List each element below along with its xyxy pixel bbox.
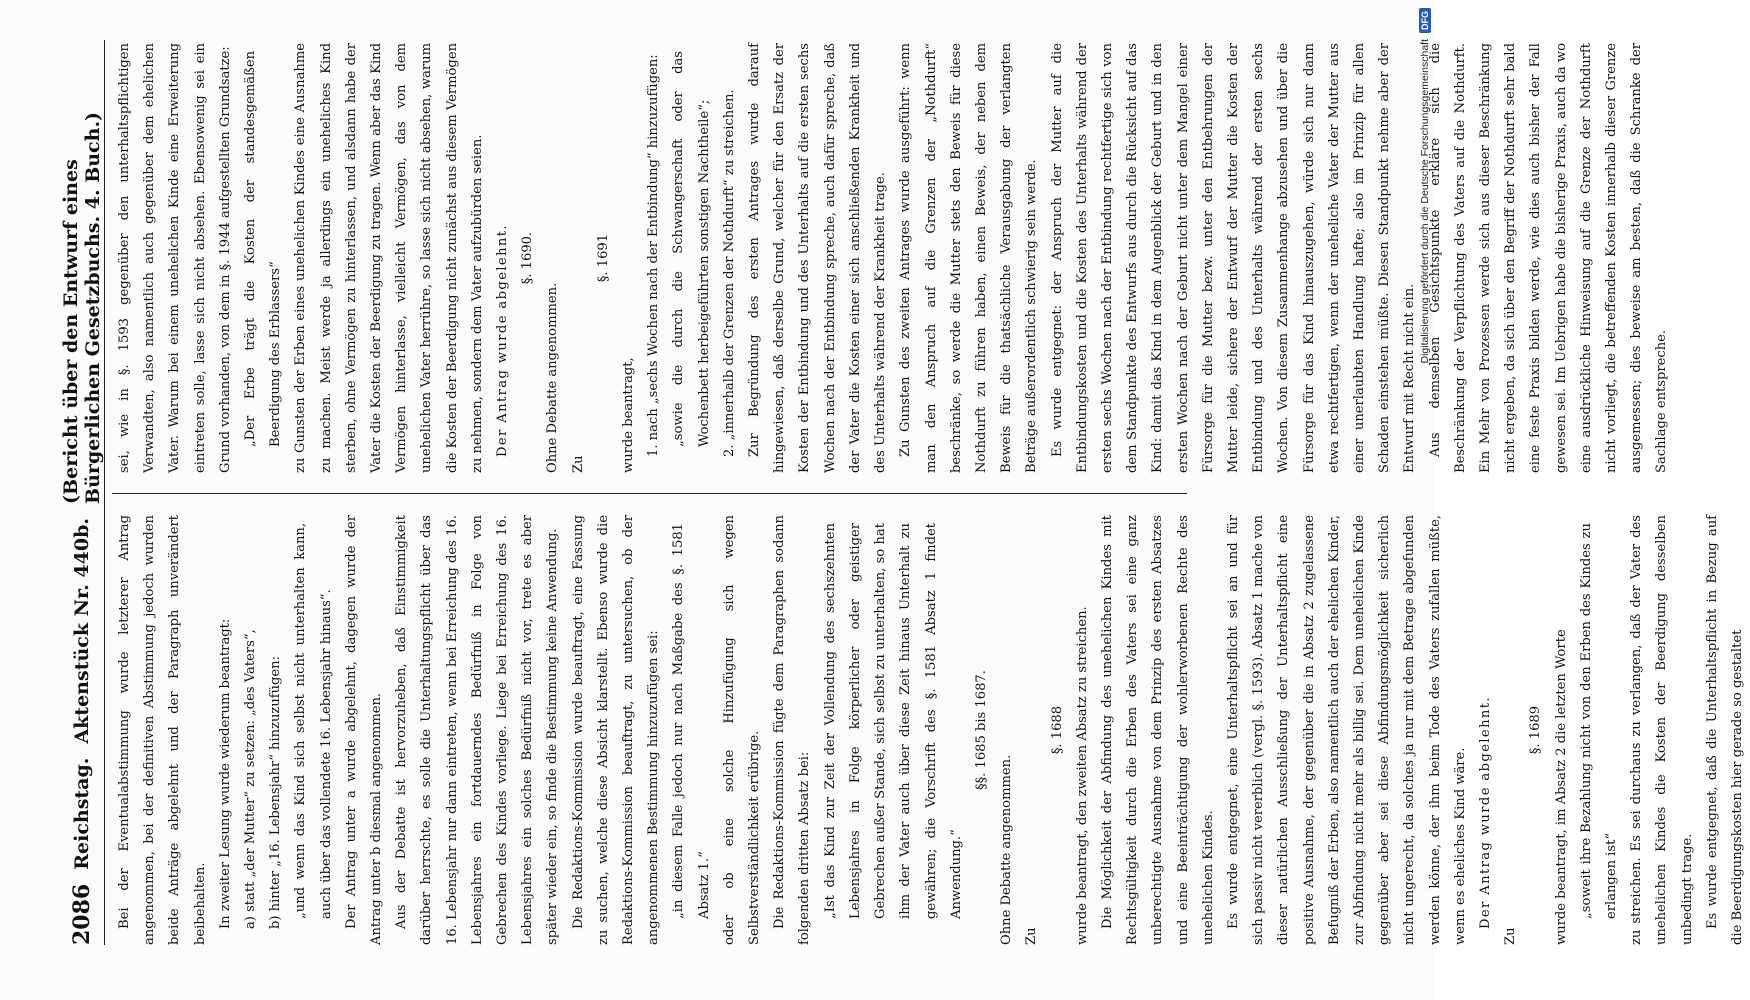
quotation: „Ist das Kind zur Zeit der Vollendung des sechszehnten Lebensjahres in Folge körperlicher oder geistiger Gebrechen außer Stande, sich selbst zu unterhalten, so hat ihm der Vater auch über diese Zeit hinaus Unterhalt zu gewähren; die Vorschrift des §. 1581 Absatz 1 findet Anwendung.“ [822, 523, 964, 919]
quotation: „Der Erbe trägt die Kosten der standesgemäßen Beerdigung des Erblassers“ [243, 51, 284, 447]
list-item: b) hinter „16. Lebensjahr“ hinzuzufügen: [268, 655, 284, 929]
section-heading: §. 1690. [520, 231, 536, 285]
paragraph: wurde beantragt, [621, 357, 637, 473]
paragraph: Es wurde entgegnet, daß die Unterhaltspflicht in Bezug auf die Beerdigungskosten hier gerade so gestaltet [1704, 515, 1745, 945]
paragraph: Der Antrag unter a wurde abgelehnt, dagegen wurde der Antrag unter b diesmal angenommen. [343, 515, 385, 945]
quotation: „und wenn das Kind sich selbst nicht unterhalten kann, auch über das vollendete 16. Lebensjahr hinaus“. [293, 523, 334, 919]
paragraph: Die Redaktions-Kommission wurde beauftragt, eine Fassung zu suchen, welche diese Absicht klarstellt. Ebenso wurde die Redaktions-Kommission beauftragt, zu untersuchen, ob der angenommenen Bestimmung hinzuzufügen sei: [570, 515, 662, 945]
page-number: 2086 [69, 883, 95, 945]
dfg-logo: DFG [1419, 8, 1431, 33]
paragraph: sei, wie in §. 1593 gegenüber den unterhaltspflichtigen Verwandten, also namentlich auch gegenüber dem ehelichen Vater. Warum bei einem unehelichen Kinde eine Erweiterung eintreten solle, lasse sich nicht absehen. Ebensowenig sei ein Grund vorhanden, von dem in §. 1944 aufgestellten Grundsatze: [117, 43, 233, 473]
section-heading: §. 1688 [1049, 705, 1065, 755]
digitization-credit [1418, 8, 1430, 988]
paragraph: Zu [1503, 927, 1519, 945]
paragraph: Zur Begründung des ersten Antrages wurde darauf hingewiesen, daß derselbe Grund, welcher für den Ersatz der Kosten der Entbindung und des Unterhalts auf die ersten sechs Wochen nach der Entbindung spreche, auch dafür spreche, daß der Vater die Kosten einer sich anschließenden Krankheit und des Unterhalts während der Krankheit trage. [747, 43, 889, 473]
paragraph: oder ob eine solche Hinzufügung sich wegen Selbstverständlichkeit erübrige. [721, 515, 763, 945]
paragraph: Ohne Debatte angenommen. [999, 754, 1015, 945]
paragraph: Bei der Eventualabstimmung wurde letzterer Antrag angenommen, bei der definitiven Abstimmung jedoch wurden beide Anträge abgelehnt und der Paragraph unverändert beibehalten. [117, 515, 208, 945]
list-item: 1. nach „sechs Wochen nach der Entbindung“ hinzuzufügen: [646, 54, 662, 457]
quotation: „in diesem Falle jedoch nur nach Maßgabe des §. 1581 Absatz 1.“ [671, 523, 712, 919]
paragraph: zu Gunsten der Erben eines unehelichen Kindes eine Ausnahme zu machen. Meist werde ja allerdings ein uneheliches Kind sterben, ohne Vermögen zu hinterlassen, und alsdann habe der Vater die Kosten der Beerdigung zu tragen. Wenn aber das Kind Vermögen hinterlasse, vielleicht Vermögen, das von dem unehelichen Vater herrühre, so lasse sich nicht absehen, warum die Kosten der Beerdigung nicht zunächst aus diesem Vermögen zu nehmen, sondern dem Vater aufzubürden seien. [293, 43, 485, 473]
paragraph: Die Redaktions-Kommission fügte dem Paragraphen sodann folgenden dritten Absatz bei: [772, 515, 813, 945]
document-reference: Aktenstück Nr. 440b. [71, 517, 93, 744]
section-heading: §. 1689 [1528, 705, 1544, 755]
header-source: Reichstag. [71, 757, 93, 870]
left-column [112, 515, 1745, 945]
quotation: „soweit ihre Bezahlung nicht von den Erben des Kindes zu erlangen ist“ [1578, 523, 1619, 919]
paragraph: Aus der Debatte ist hervorzuheben, daß Einstimmigkeit darüber herrschte, es solle die Unterhaltungspflicht über das 16. Lebensjahr nur dann eintreten, wenn bei Erreichung des 16. Lebensjahres ein fortdauerndes Bedürfniß in Folge von Gebrechen des Kindes vorliege. Liege bei Erreichung des 16. Lebensjahres ein solches Bedürfniß nicht vor, trete es aber später wieder ein, so finde die Bestimmung keine Anwendung. [394, 515, 561, 945]
paragraph: Zu [1024, 927, 1040, 945]
paragraph: Ohne Debatte angenommen. [545, 282, 561, 473]
list-item: 2. „innerhalb der Grenzen der Nothdurft“ zu streichen. [721, 89, 737, 457]
page-header [60, 40, 104, 945]
paragraph: Zu [570, 455, 586, 473]
document-title: (Bericht über den Entwurf eines Bürgerlichen Gesetzbuchs. 4. Buch.) [60, 111, 104, 504]
paragraph: Es wurde entgegnet, eine Unterhaltspflicht sei an und für sich passiv nicht vererblich (vergl. §. 1593). Absatz 1 mache von dieser natürlichen Ausschließung der Unterhaltspflicht eine positive Ausnahme, der gegenüber die in Absatz 2 zugelassene Befugniß der Erben, also namentlich auch der ehelichen Kinder, zur Abfindung nicht mehr als billig sei. Dem unehelichen Kinde gegenüber aber sei diese Abfindungsmöglichkeit sicherlich nicht ungerecht, da solches ja nur mit dem Betrage abgefunden werden könne, der ihm beim Tode des Vaters zufallen müßte, wenn es eheliches Kind wäre. [1225, 515, 1468, 945]
paragraph: Der Antrag wurde abgelehnt. [1477, 696, 1493, 929]
header-rule [104, 40, 105, 945]
quotation: „sowie die durch die Schwangerschaft oder das Wochenbett herbeigeführten sonstigen Nachtheile“; [671, 51, 712, 447]
paragraph: wurde beantragt, im Absatz 2 die letzten Worte [1553, 629, 1569, 945]
paragraph: zu streichen. Es sei durchaus zu verlangen, daß der Vater des unehelichen Kindes die Kosten der Beerdigung desselben unbedingt trage. [1629, 515, 1695, 945]
paragraph: Der Antrag wurde abgelehnt. [495, 224, 511, 457]
section-heading: §. 1691 [595, 233, 611, 283]
paragraph: Aus demselben Gesichtspunkte erkläre sich die Beschränkung der Verpflichtung des Vaters auf die Nothdurft. Ein Mehr von Prozessen werde sich aus dieser Beschränkung nicht ergeben, da sich über den Begriff der Nothdurft sehr bald eine feste Praxis bilden werde, wie dies auch bisher der Fall gewesen sei. Im Uebrigen habe die bisherige Praxis, auch da wo eine ausdrückliche Hinweisung auf die Grenze der Nothdurft nicht vorliegt, die betreffenden Kosten innerhalb dieser Grenze ausgemessen; dies beweise am besten, daß die Schranke der Sachlage entspreche. [1427, 43, 1670, 473]
paragraph: In zweiter Lesung wurde wiederum beantragt: [217, 618, 233, 929]
column-divider [112, 493, 1187, 494]
section-heading: §§. 1685 bis 1687. [973, 670, 989, 790]
paragraph: wurde beantragt, den zweiten Absatz zu streichen. [1074, 606, 1090, 945]
paragraph: Die Möglichkeit der Abfindung des unehelichen Kindes mit Rechtsgültigkeit durch die Erben des Vaters sei eine ganz unberechtigte Ausnahme von dem Prinzip des ersten Absatzes und eine Beeinträchtigung der wohlerworbenen Rechte des unehelichen Kindes. [1099, 515, 1216, 945]
paragraph: Zu Gunsten des zweiten Antrages wurde ausgeführt: wenn man den Anspruch auf die Grenzen der „Nothdurft“ beschränke, so werde die Mutter stets den Beweis für diese Nothdurft zu führen haben, einen Beweis, der neben dem Beweis für die thatsächliche Verausgabung der verlangten Beträge außerordentlich schwierig sein werde. [898, 43, 1040, 473]
list-item: a) statt „der Mutter“ zu setzen: „des Vaters“, [243, 629, 259, 929]
credit-text: Digitalisierung gefördert durch die Deutsche Forschungsgemeinschaft [1419, 39, 1431, 364]
paragraph: Es wurde entgegnet: der Anspruch der Mutter auf die Entbindungskosten und die Kosten des Unterhalts während der ersten sechs Wochen nach der Entbindung rechtfertige sich von dem Standpunkte des Entwurfs aus durch die Rücksicht auf das Kind: damit das Kind in dem Augenblick der Geburt und in den ersten Wochen nach der Geburt nicht unter dem Mangel einer Fürsorge für die Mutter bezw. unter den Entbehrungen der Mutter leide, sichere der Entwurf der Mutter die Kosten der Entbindung und des Unterhalts während der ersten sechs Wochen. Von diesem Zusammenhange abzusehen und über die Fürsorge für das Kind hinauszugehen, würde sich nur dann etwa rechtfertigen, wenn der uneheliche Vater der Mutter aus einer unerlaubten Handlung hafte; also im Prinzip für allen Schaden einstehen müßte. Diesen Standpunkt nehme aber der Entwurf mit Recht nicht ein. [1049, 43, 1418, 473]
